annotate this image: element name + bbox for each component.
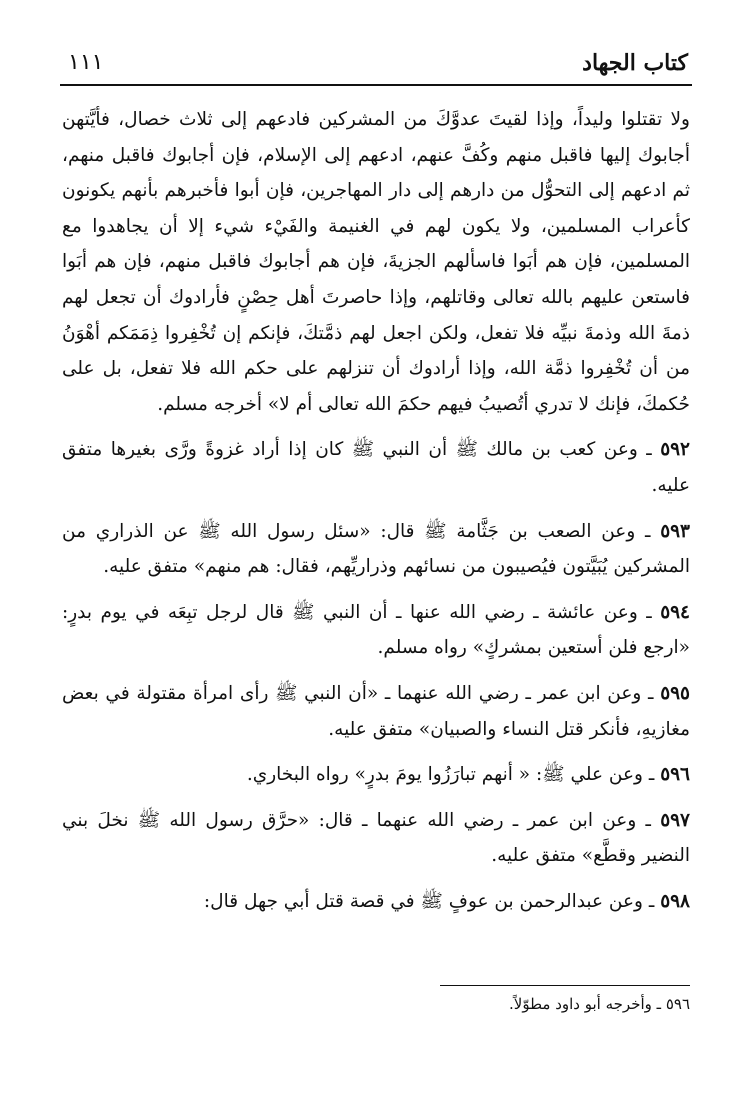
header-rule bbox=[60, 84, 692, 86]
hadith-number: ٥٩٧ bbox=[660, 809, 690, 831]
page-number: ١١١ bbox=[68, 50, 104, 75]
page-body bbox=[62, 102, 690, 929]
paragraph-text: ـ وعن علي ﷺ: « أنهم تبارَزُوا يومَ بدرٍ» رواه البخاري. bbox=[246, 764, 655, 786]
paragraph bbox=[62, 884, 690, 920]
hadith-number: ٥٩٣ bbox=[660, 520, 690, 542]
hadith-number: ٥٩٦ bbox=[660, 764, 690, 786]
paragraph-text: ـ وعن ابن عمر ـ رضي الله عنهما ـ قال: «حرَّق رسول الله ﷺ نخلَ بني النضير وقطَّع» متفق عليه. bbox=[62, 809, 690, 867]
running-title: كتاب الجهاد bbox=[582, 50, 688, 76]
paragraph bbox=[62, 595, 690, 666]
paragraph-text: ولا تقتلوا وليداً، وإذا لقيتَ عدوَّكَ من المشركين فادعهم إلى ثلاث خصال، فأيَّتهن أجابوك إليها فاقبل منهم وكُفَّ عنهم، ادعهم إلى الإسلام، فإن أجابوك فاقبل منهم، ثم ادعهم إلى التحوُّل من دارهم إلى دار المهاجرين، فإن أبوا فأخبرهم بأنهم يكونون كأعراب المسلمين، ولا يكون لهم في الغنيمة والفَيْء شيء إلا أن يجاهدوا مع المسلمين، فإن هم أبَوا فاسألهم الجزيةَ، فإن هم أجابوك فاقبل منهم، فإن هم أبَوا فاستعن عليهم بالله تعالى وقاتلهم، وإذا حاصرتَ أهل حِصْنٍ فأرادوك أن تجعل لهم ذمةَ الله وذمةَ نبيِّه فلا تفعل، ولكن اجعل لهم ذمَّتكَ، فإنكم إن تُخْفِروا ذِمَمَكم أهْوَنُ من أن تُخْفِروا ذمَّة الله، وإذا أرادوك أن تنزلهم على حكم الله فلا تفعل، بل على حُكمكَ، فإنك لا تدري أتُصيبُ فيهم حكمَ الله تعالى أم لا» أخرجه مسلم. bbox=[62, 109, 690, 415]
paragraph-text: ـ وعن عبدالرحمن بن عوفٍ ﷺ في قصة قتل أبي جهل قال: bbox=[203, 890, 655, 912]
paragraph-text: ـ وعن ابن عمر ـ رضي الله عنهما ـ «أن النبي ﷺ رأى امرأة مقتولة في بعض مغازيهِ، فأنكر قتل النساء والصبيان» متفق عليه. bbox=[62, 682, 690, 740]
paragraph bbox=[62, 102, 690, 422]
paragraph-text: ـ وعن كعب بن مالك ﷺ أن النبي ﷺ كان إذا أراد غزوةً ورَّى بغيرها متفق عليه. bbox=[62, 439, 690, 496]
paragraph bbox=[62, 803, 690, 874]
paragraph bbox=[62, 757, 690, 793]
paragraph-text: ـ وعن الصعب بن جَثَّامة ﷺ قال: «سئل رسول الله ﷺ عن الذراري من المشركين يُبَيَّتون فيُصيبون من نسائهم وذراريِّهم، فقال: هم منهم» متفق عليه. bbox=[62, 520, 690, 578]
paragraph bbox=[62, 676, 690, 747]
hadith-number: ٥٩٥ bbox=[660, 682, 690, 704]
page-header bbox=[64, 48, 688, 86]
hadith-number: ٥٩٨ bbox=[660, 890, 690, 912]
paragraph bbox=[62, 514, 690, 585]
paragraph-text: ـ وعن عائشة ـ رضي الله عنها ـ أن النبي ﷺ قال لرجل تبِعَه في يوم بدرٍ: «ارجع فلن أستعين بمشركٍ» رواه مسلم. bbox=[62, 601, 690, 659]
hadith-number: ٥٩٢ bbox=[660, 439, 690, 461]
footnote: ٥٩٦ ـ وأخرجه أبو داود مطوّلاً. bbox=[509, 995, 690, 1013]
hadith-number: ٥٩٤ bbox=[660, 601, 690, 623]
paragraph bbox=[62, 432, 690, 503]
footnote-rule bbox=[440, 985, 690, 986]
